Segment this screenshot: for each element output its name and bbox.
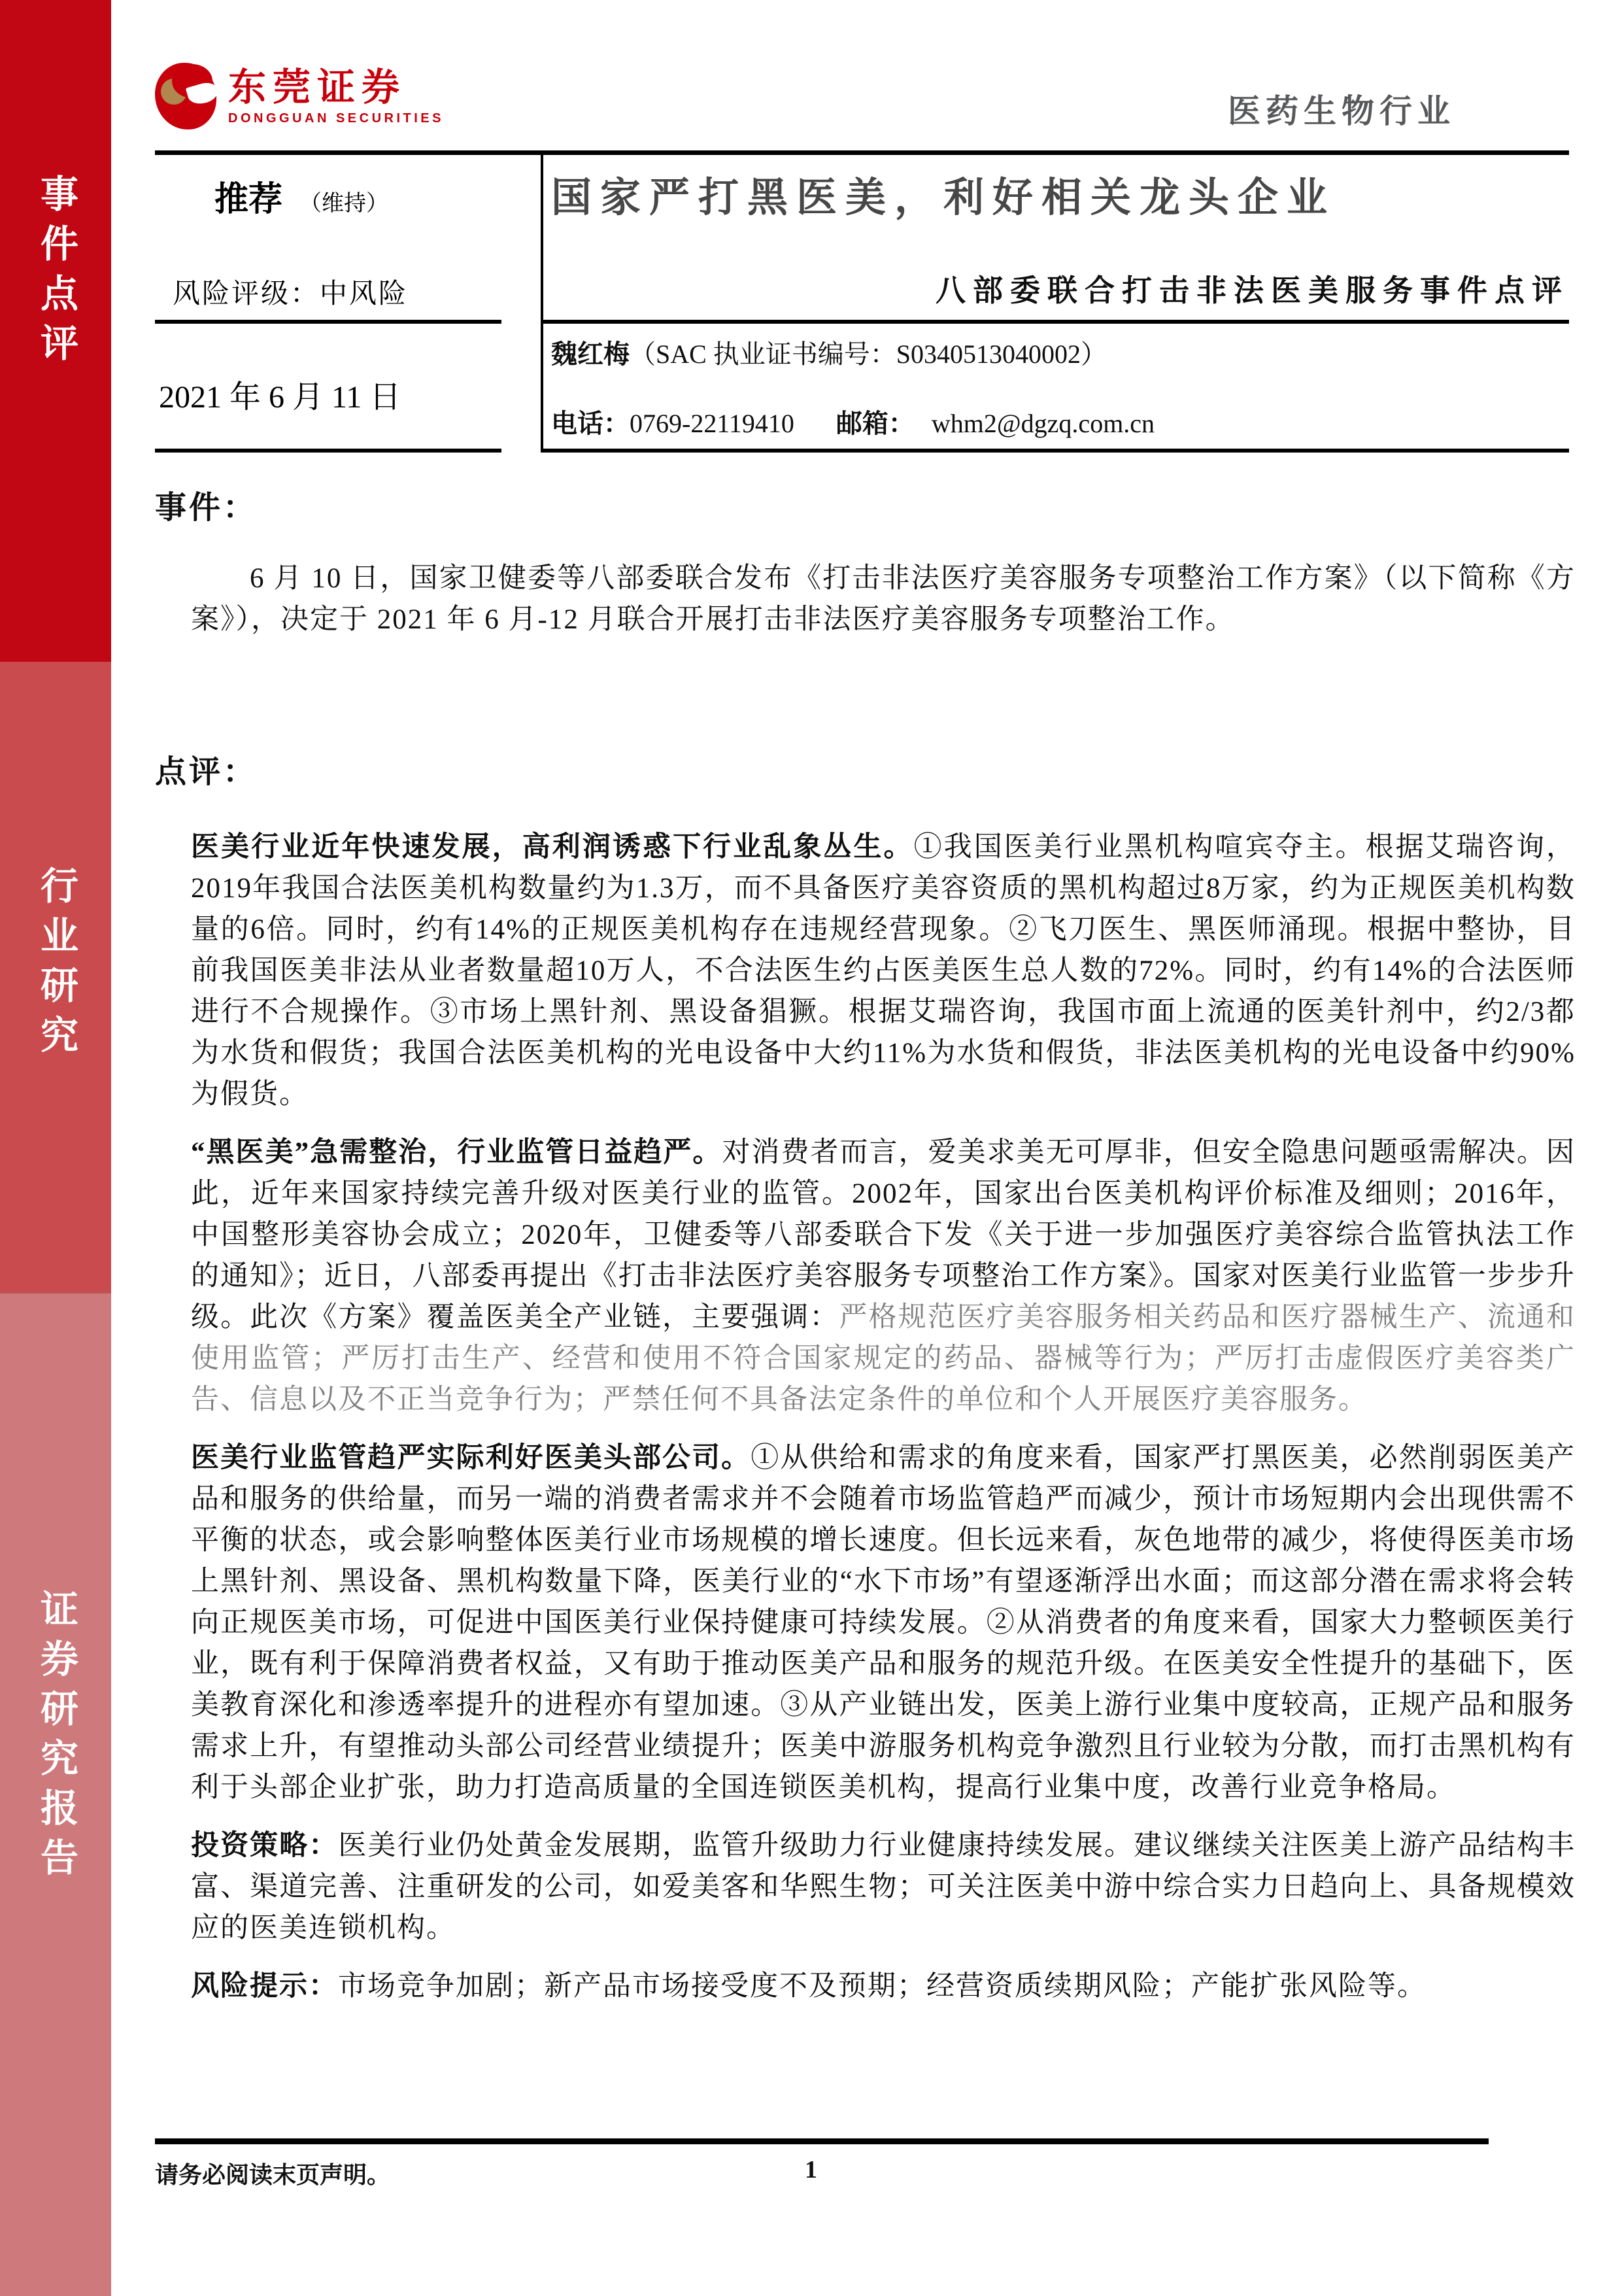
- report-title: 国家严打黑医美，利好相关龙头企业: [551, 175, 1336, 220]
- comment-heading: 点评：: [155, 755, 258, 789]
- email-label: 邮箱：: [836, 409, 915, 438]
- sidebar-label-industry-research: 行业研究: [35, 866, 77, 1065]
- risk-warning-label: 风险提示：: [191, 1971, 338, 2002]
- rating-row: [214, 171, 388, 220]
- industry-label: 医药生物行业: [1228, 93, 1455, 129]
- investment-strategy-label: 投资策略：: [191, 1830, 339, 1861]
- report-subtitle: 八部委联合打击非法医美服务事件点评: [936, 273, 1569, 307]
- analyst-line: [551, 334, 1107, 371]
- rating-value: 推荐: [214, 180, 283, 218]
- logo-text: [228, 61, 444, 131]
- header-top-rule: [155, 150, 1569, 155]
- risk-warning-text: 市场竞争加剧；新产品市场接受度不及预期；经营资质续期风险；产能扩张风险等。: [338, 1971, 1427, 2002]
- header-mid-rule-left: [155, 320, 501, 324]
- paragraph-1-text: ①我国医美行业黑机构喧宾夺主。根据艾瑞咨询，2019年我国合法医美机构数量约为1.3万，而不具备医疗美容资质的黑机构超过8万家，约为正规医美机构数量的6倍。同时，约有14%的正规医美机构存在违规经营现象。②飞刀医生、黑医师涌现。根据中整协，目前我国医美非法从业者数量超10万人，不合法医生约占医美医生总人数的72%。同时，约有14%的合法医师进行不合规操作。③市场上黑针剂、黑设备猖獗。根据艾瑞咨询，我国市面上流通的医美针剂中，约2/3都为水货和假货；我国合法医美机构的光电设备中大约11%为水货和假货，非法医美机构的光电设备中约90%为假货。: [191, 832, 1576, 1110]
- report-body: [155, 487, 1576, 2024]
- header-bottom-rule-left: [155, 449, 501, 453]
- risk-rating: 风险评级：中风险: [173, 278, 409, 309]
- investment-strategy-paragraph: [191, 1825, 1576, 1949]
- email-value: whm2@dgzq.com.cn: [931, 409, 1155, 438]
- analyst-cert: （SAC 执业证书编号：S0340513040002）: [630, 339, 1107, 369]
- sidebar-label-securities-research-report: 证券研究报告: [35, 1589, 77, 1887]
- paragraph-1-lead: 医美行业近年快速发展，高利润诱惑下行业乱象丛生。: [191, 832, 914, 863]
- footer-rule: [155, 2138, 1489, 2144]
- paragraph-2-lead: “黑医美”急需整治，行业监管日益趋严。: [191, 1137, 722, 1168]
- header-vertical-divider: [541, 150, 543, 453]
- comment-paragraph-3: [191, 1437, 1576, 1808]
- footer-disclaimer: 请务必阅读末页声明。: [155, 2162, 391, 2188]
- risk-warning-paragraph: [191, 1966, 1576, 2007]
- event-heading: 事件：: [155, 490, 258, 525]
- report-date: 2021 年 6 月 11 日: [159, 380, 401, 415]
- contact-line: [551, 403, 1155, 440]
- comment-paragraph-1: [191, 827, 1576, 1115]
- investment-strategy-text: 医美行业仍处黄金发展期，监管升级助力行业健康持续发展。建议继续关注医美上游产品结构丰富、渠道完善、注重研发的公司，如爱美客和华熙生物；可关注医美中游中综合实力日趋向上、具备规模效应的医美连锁机构。: [191, 1830, 1576, 1944]
- logo-swirl-icon: [155, 61, 218, 131]
- phone-value: 0769-22119410: [630, 409, 794, 438]
- comment-paragraph-2: [191, 1132, 1576, 1420]
- analyst-name: 魏红梅: [551, 339, 630, 369]
- page-number: 1: [805, 2156, 817, 2184]
- paragraph-2-text: 对消费者而言，爱美求美无可厚非，但安全隐患问题亟需解决。因此，近年来国家持续完善升级对医美行业的监管。2002年，国家出台医美机构评价标准及细则；2016年，中国整形美容协会成立；2020年，卫健委等八部委联合下发《关于进一步加强医疗美容综合监管执法工作的通知》；近日，八部委再提出《打击非法医疗美容服务专项整治工作方案》。国家对医美行业监管一步步升级。此次《方案》覆盖医美全产业链，主要强调：: [191, 1137, 1576, 1333]
- sidebar-label-event-comment: 事件点评: [35, 174, 77, 373]
- event-paragraph: 6 月 10 日，国家卫健委等八部委联合发布《打击非法医疗美容服务专项整治工作方案》（以下简称《方案》），决定于 2021 年 6 月-12 月联合开展打击非法医疗美容服务专项整治工作。: [191, 563, 1576, 635]
- company-logo: [155, 61, 444, 131]
- rating-note: （维持）: [299, 191, 389, 216]
- header-bottom-rule-right: [541, 449, 1569, 453]
- header-mid-rule-right: [541, 320, 1569, 324]
- paragraph-2-gray-text: 严格规范医疗美容服务相关药品和医疗器械生产、流通和使用监管；严厉打击生产、经营和使用不符合国家规定的药品、器械等行为；严厉打击虚假医疗美容类广告、信息以及不正当竞争行为；严禁任何不具备法定条件的单位和个人开展医疗美容服务。: [191, 1302, 1576, 1415]
- paragraph-3-text: ①从供给和需求的角度来看，国家严打黑医美，必然削弱医美产品和服务的供给量，而另一端的消费者需求并不会随着市场监管趋严而减少，预计市场短期内会出现供需不平衡的状态，或会影响整体医美行业市场规模的增长速度。但长远来看，灰色地带的减少，将使得医美市场上黑针剂、黑设备、黑机构数量下降，医美行业的“水下市场”有望逐渐浮出水面；而这部分潜在需求将会转向正规医美市场，可促进中国医美行业保持健康可持续发展。②从消费者的角度来看，国家大力整顿医美行业，既有利于保障消费者权益，又有助于推动医美产品和服务的规范升级。在医美安全性提升的基础下，医美教育深化和渗透率提升的进程亦有望加速。③从产业链出发，医美上游行业集中度较高，正规产品和服务需求上升，有望推动头部公司经营业绩提升；医美中游服务机构竞争激烈且行业较为分散，而打击黑机构有利于头部企业扩张，助力打造高质量的全国连锁医美机构，提高行业集中度，改善行业竞争格局。: [191, 1443, 1576, 1803]
- paragraph-3-lead: 医美行业监管趋严实际利好医美头部公司。: [191, 1443, 751, 1473]
- logo-name-cn: 东莞证券: [228, 66, 407, 109]
- phone-label: 电话：: [551, 409, 630, 438]
- logo-name-en: DONGGUAN SECURITIES: [228, 111, 444, 126]
